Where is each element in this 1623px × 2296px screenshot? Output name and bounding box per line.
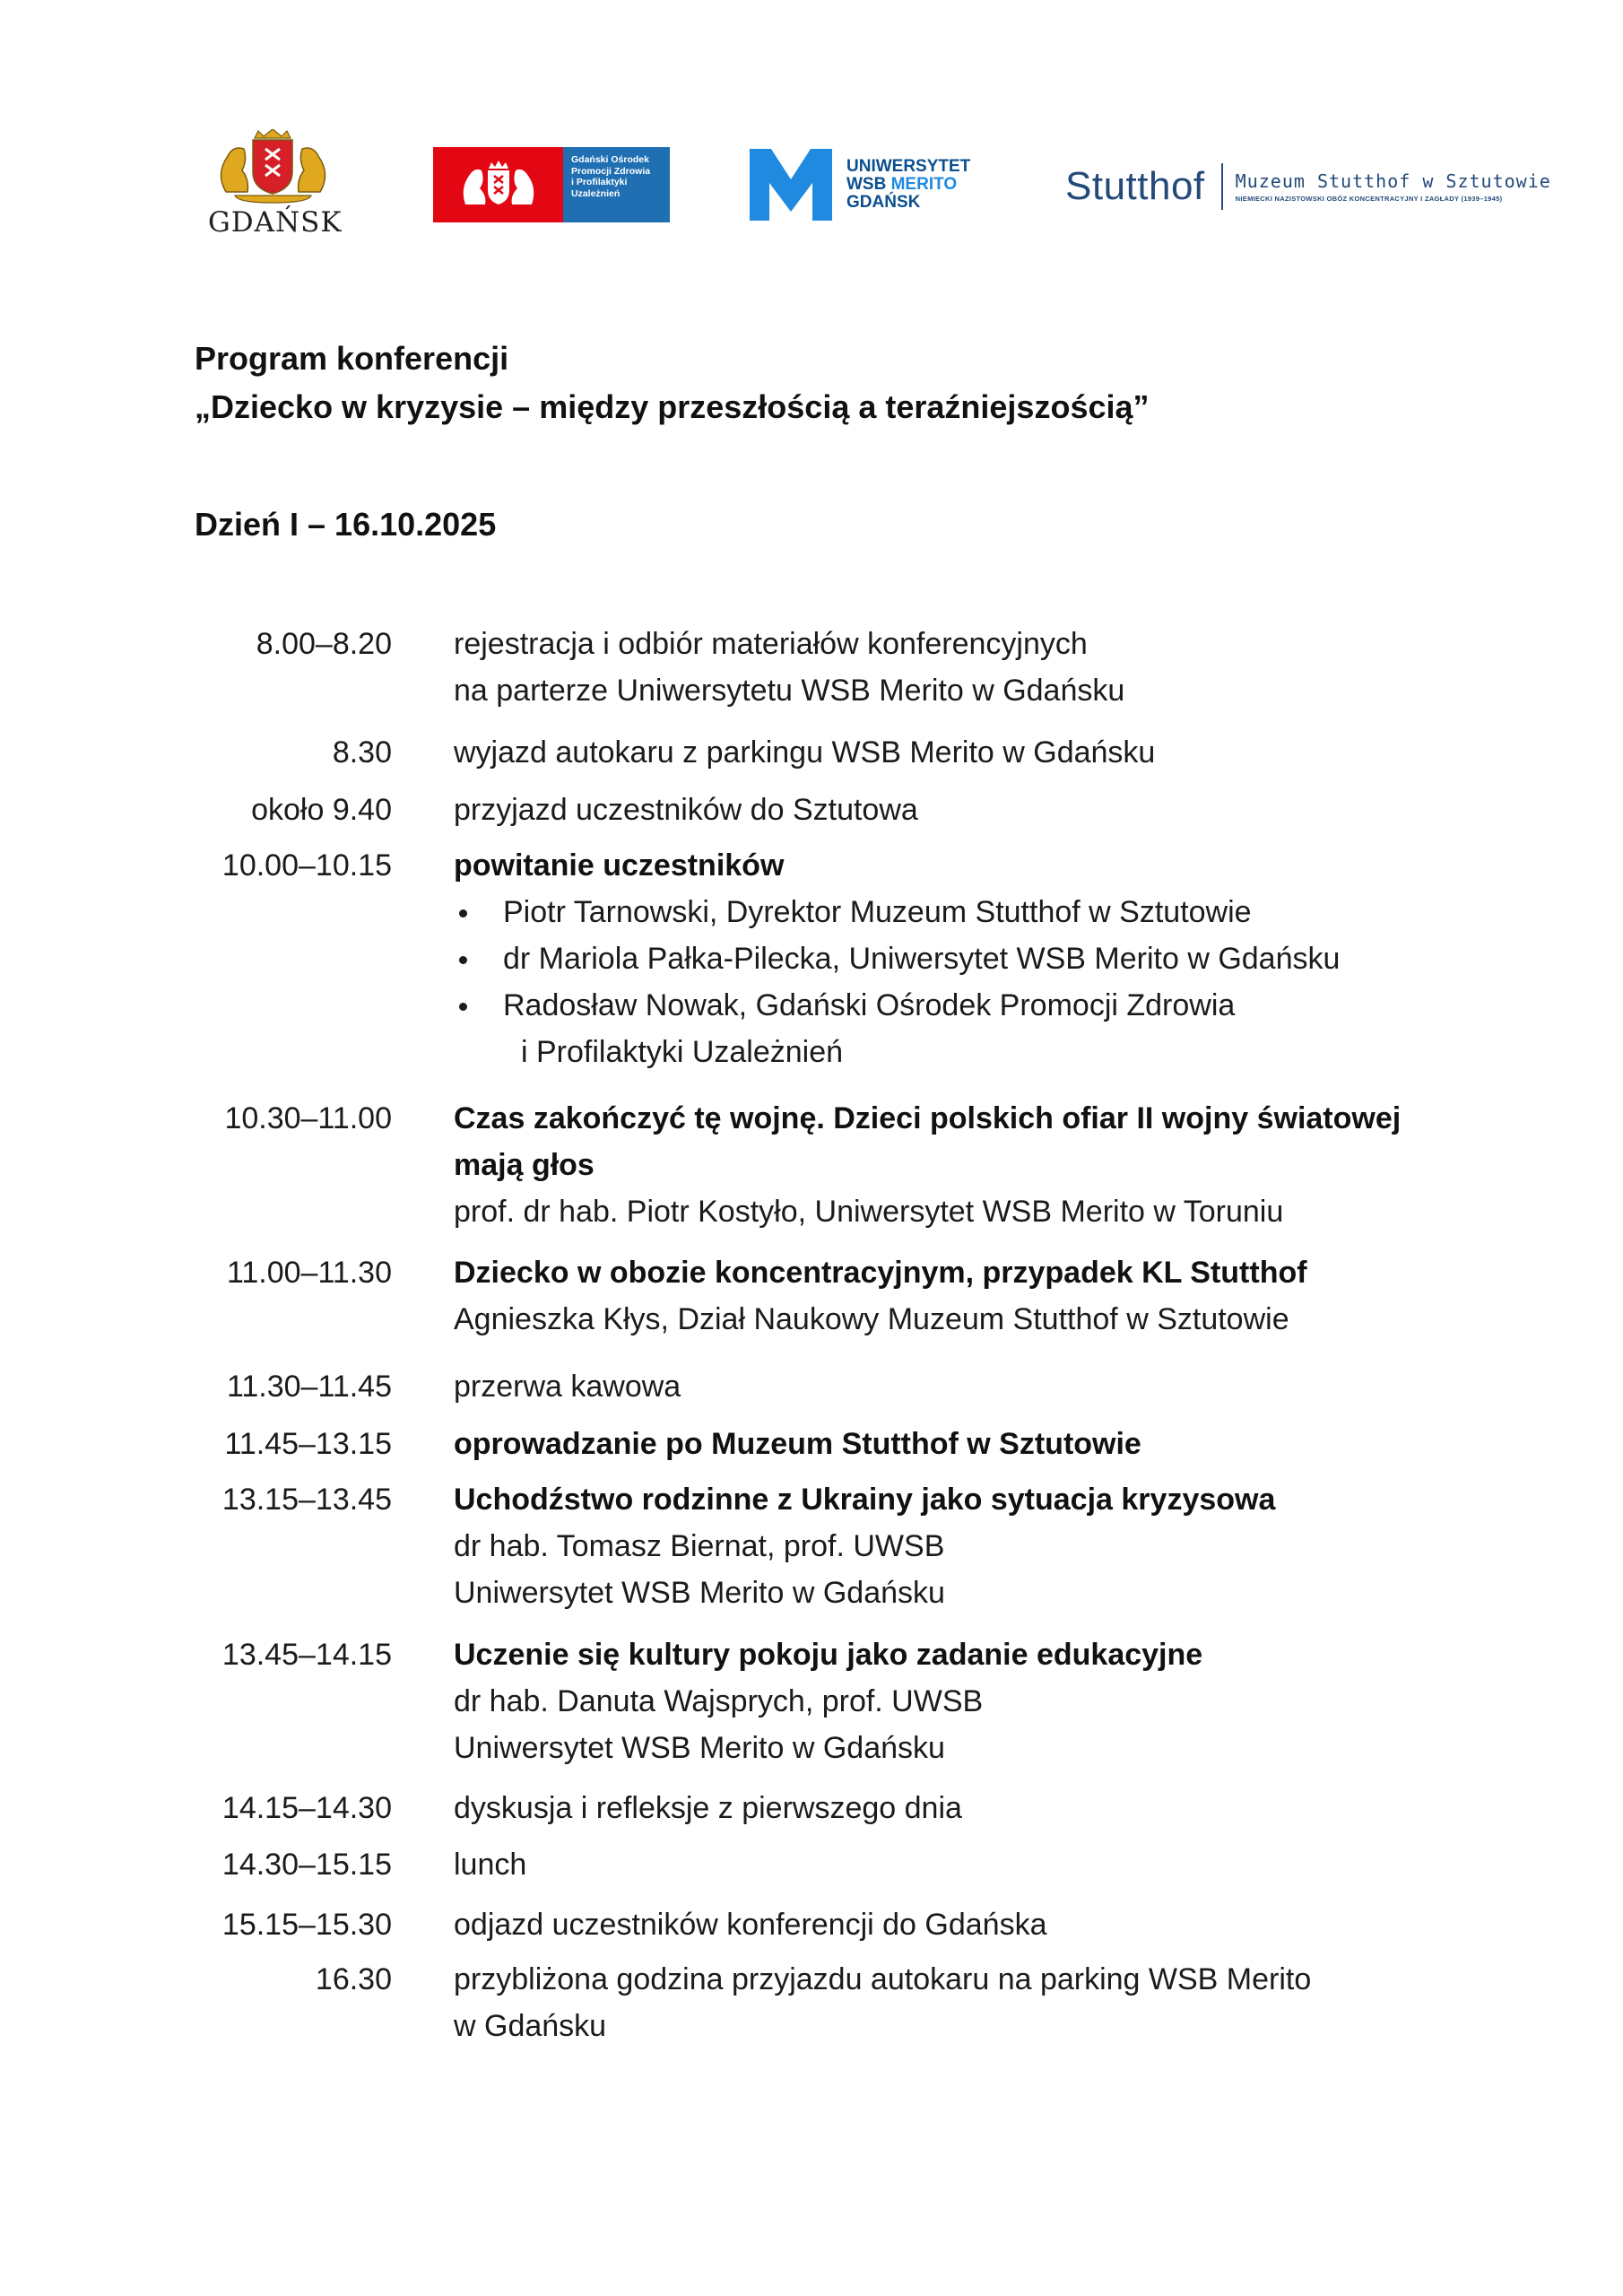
- agenda-content: Uczenie się kultury pokoju jako zadanie edukacyjne dr hab. Danuta Wajsprych, prof. UWSB Uniwersytet WSB Merito w Gdańsku: [454, 1631, 1467, 1771]
- stutthof-wordmark: Stutthof: [1065, 164, 1205, 208]
- agenda-title: oprowadzanie po Muzeum Stutthof w Sztutowie: [454, 1427, 1141, 1461]
- gopz-logo: [433, 147, 670, 222]
- agenda-content: [454, 1421, 1467, 1467]
- agenda-content: rejestracja i odbiór materiałów konferencyjnych na parterze Uniwersytetu WSB Merito w Gdańsku: [454, 627, 1125, 708]
- title-line-2: „Dziecko w kryzysie – między przeszłością a teraźniejszością”: [195, 388, 1150, 425]
- m-letter-icon: [748, 149, 834, 221]
- speaker-list: [454, 889, 1467, 1075]
- agenda-time: 11.45–13.15: [224, 1427, 392, 1461]
- agenda-time: 8.30: [332, 735, 392, 770]
- agenda-time: 10.30–11.00: [224, 1101, 392, 1135]
- agenda-title: Czas zakończyć tę wojnę. Dzieci polskich ofiar II wojny światowej: [454, 1101, 1402, 1135]
- agenda-content: Dziecko w obozie koncentracyjnym, przypadek KL Stutthof Agnieszka Kłys, Dział Naukowy Muzeum Stutthof w Sztutowie: [454, 1249, 1467, 1343]
- stutthof-museum-name: Muzeum Stutthof w Sztutowie NIEMIECKI NAZISTOWSKI OBÓZ KONCENTRACYJNY I ZAGŁADY (1939–1945): [1235, 170, 1551, 203]
- gdansk-wordmark: GDAŃSK: [208, 206, 343, 239]
- agenda-title: Dziecko w obozie koncentracyjnym, przypadek KL Stutthof: [454, 1256, 1307, 1290]
- wsb-merito-name: UNIWERSYTET WSB MERITO GDAŃSK: [846, 157, 971, 212]
- agenda-content: przerwa kawowa: [454, 1370, 681, 1404]
- agenda-content: lunch: [454, 1848, 527, 1882]
- speaker-item: dr Mariola Pałka-Pilecka, Uniwersytet WSB Merito w Gdańsku: [454, 935, 1467, 982]
- document-title: [195, 335, 1150, 431]
- gdansk-lions-icon: [433, 147, 563, 222]
- agenda-time: 14.15–14.30: [221, 1791, 392, 1825]
- agenda-content: przyjazd uczestników do Sztutowa: [454, 793, 918, 827]
- agenda-content: Czas zakończyć tę wojnę. Dzieci polskich ofiar II wojny światowej mają głos prof. dr hab. Piotr Kostyło, Uniwersytet WSB Merito w Toruniu: [454, 1095, 1467, 1235]
- wsb-merito-logo: [748, 149, 970, 221]
- day-heading: Dzień I – 16.10.2025: [195, 506, 497, 543]
- agenda-time: około 9.40: [251, 793, 392, 827]
- agenda-title: Uchodźstwo rodzinne z Ukrainy jako sytuacja kryzysowa: [454, 1483, 1276, 1517]
- logo-divider: [1221, 163, 1223, 210]
- logo-bar: [0, 126, 1623, 242]
- speaker-item: Piotr Tarnowski, Dyrektor Muzeum Stutthof w Sztutowie: [454, 889, 1467, 935]
- agenda-time: 11.30–11.45: [226, 1370, 392, 1404]
- agenda-time: 14.30–15.15: [221, 1848, 392, 1882]
- agenda-time: 16.30: [315, 1962, 392, 1996]
- agenda-time: 15.15–15.30: [221, 1908, 392, 1942]
- agenda-time: 11.00–11.30: [226, 1256, 392, 1290]
- agenda-content: przybliżona godzina przyjazdu autokaru na parking WSB Merito w Gdańsku: [454, 1962, 1312, 2043]
- agenda-time: 13.15–13.45: [221, 1483, 392, 1517]
- agenda-content: wyjazd autokaru z parkingu WSB Merito w Gdańsku: [454, 735, 1156, 770]
- agenda-content: Uchodźstwo rodzinne z Ukrainy jako sytuacja kryzysowa dr hab. Tomasz Biernat, prof. UWSB Uniwersytet WSB Merito w Gdańsku: [454, 1476, 1467, 1616]
- title-line-1: Program konferencji: [195, 340, 509, 377]
- agenda-time: 13.45–14.15: [221, 1638, 392, 1672]
- gdansk-coat-of-arms-icon: [208, 129, 338, 204]
- agenda-time: 8.00–8.20: [256, 627, 392, 661]
- agenda-time: 10.00–10.15: [221, 848, 392, 883]
- stutthof-museum-logo: [1065, 152, 1551, 221]
- agenda-title: mają głos: [454, 1148, 595, 1182]
- gdansk-logo: [208, 129, 343, 239]
- agenda-content: [454, 842, 1467, 1075]
- gopz-name: Gdański Ośrodek Promocji Zdrowia i Profilaktyki Uzależnień: [563, 147, 670, 222]
- agenda-content: odjazd uczestników konferencji do Gdańska: [454, 1908, 1047, 1942]
- agenda-title: Uczenie się kultury pokoju jako zadanie edukacyjne: [454, 1638, 1203, 1672]
- agenda-content: dyskusja i refleksje z pierwszego dnia: [454, 1791, 962, 1825]
- speaker-item: Radosław Nowak, Gdański Ośrodek Promocji Zdrowia i Profilaktyki Uzależnień: [454, 982, 1467, 1075]
- agenda-title: powitanie uczestników: [454, 848, 785, 883]
